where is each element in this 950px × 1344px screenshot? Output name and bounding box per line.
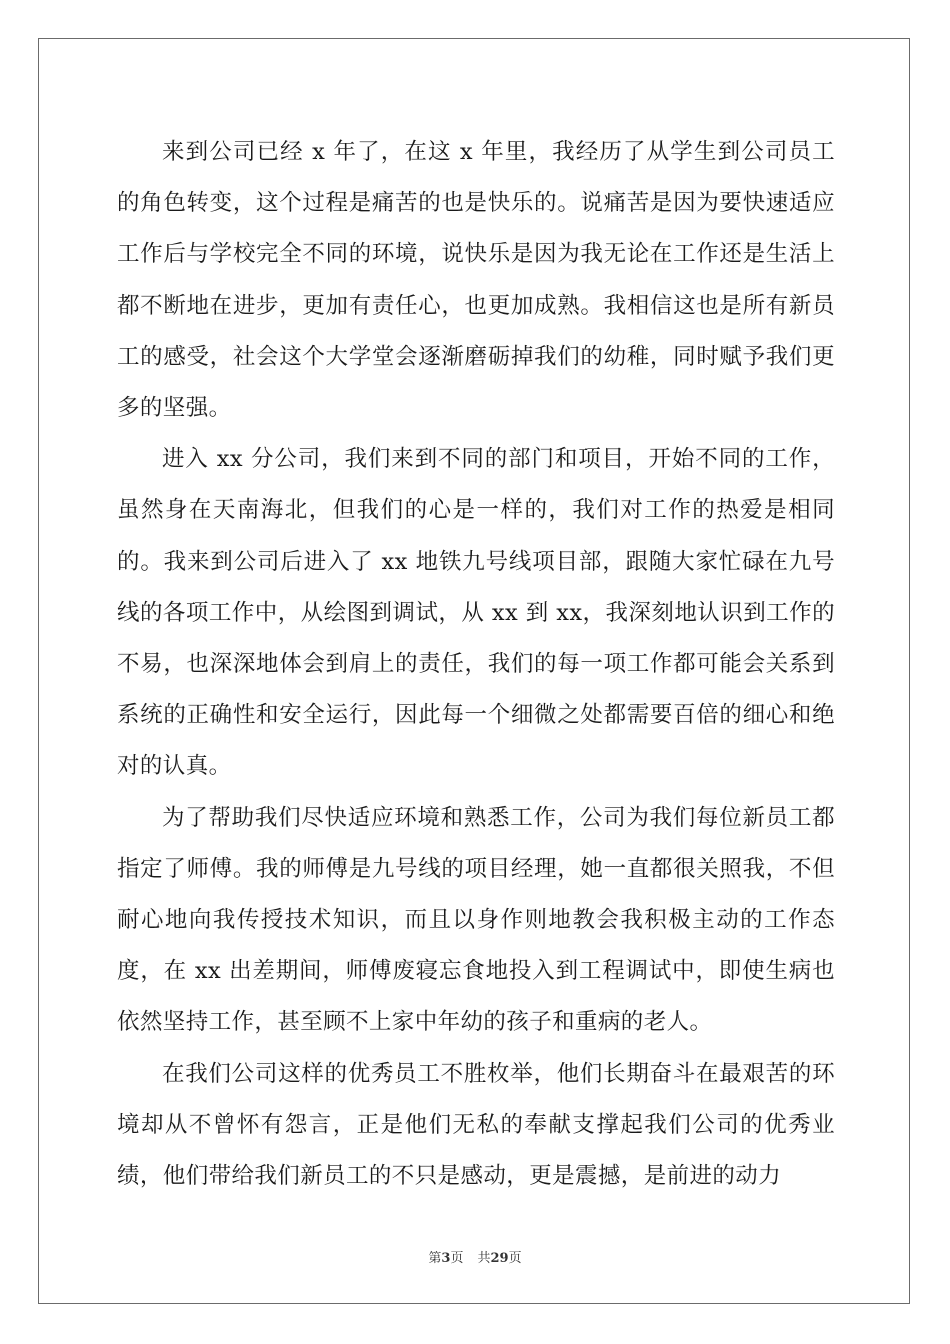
total-suffix: 页: [508, 1251, 522, 1266]
page-suffix: 页: [450, 1251, 464, 1266]
paragraph-1: 来到公司已经 x 年了，在这 x 年里，我经历了从学生到公司员工的角色转变，这个过程是痛苦的也是快乐的。说痛苦是因为要快速适应工作后与学校完全不同的环境，说快乐是因为我无论在工作还是生活上都不断地在进步，更加有责任心，也更加成熟。我相信这也是所有新员工的感受，社会这个大学堂会逐渐磨砺掉我们的幼稚，同时赋予我们更多的坚强。: [117, 139, 835, 422]
page-number: 3: [441, 1251, 451, 1266]
paragraph-3: 为了帮助我们尽快适应环境和熟悉工作，公司为我们每位新员工都指定了师傅。我的师傅是九号线的项目经理，她一直都很关照我，不但耐心地向我传授技术知识，而且以身作则地教会我积极主动的工作态度，在 xx 出差期间，师傅废寝忘食地投入到工程调试中，即使生病也依然坚持工作，甚至顾不上家中年幼的孩子和重病的老人。: [117, 804, 835, 1036]
page-footer: [0, 1247, 950, 1266]
total-prefix: 共: [477, 1251, 491, 1266]
page-prefix: 第: [428, 1251, 442, 1266]
paragraph-2: 进入 xx 分公司，我们来到不同的部门和项目，开始不同的工作，虽然身在天南海北，但我们的心是一样的，我们对工作的热爱是相同的。我来到公司后进入了 xx 地铁九号线项目部，跟随大家忙碌在九号线的各项工作中，从绘图到调试，从 xx 到 xx，我深刻地认识到工作的不易，也深深地体会到肩上的责任，我们的每一项工作都可能会关系到系统的正确性和安全运行，因此每一个细微之处都需要百倍的细心和绝对的认真。: [117, 446, 835, 780]
paragraph-4: 在我们公司这样的优秀员工不胜枚举，他们长期奋斗在最艰苦的环境却从不曾怀有怨言，正是他们无私的奉献支撑起我们公司的优秀业绩，他们带给我们新员工的不只是感动，更是震撼，是前进的动力: [117, 1060, 835, 1190]
total-pages: 29: [490, 1251, 509, 1266]
document-body: [117, 127, 835, 1202]
